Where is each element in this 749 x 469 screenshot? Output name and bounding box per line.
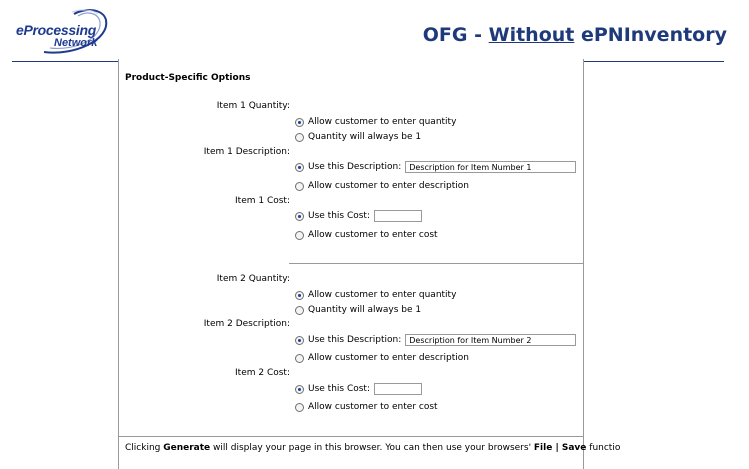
- option-label: Allow customer to enter cost: [308, 402, 438, 412]
- footer-text: functio: [586, 443, 621, 453]
- item2-quantity-allow-option[interactable]: [295, 290, 456, 300]
- option-label: Allow customer to enter quantity: [308, 117, 457, 127]
- logo-text-eprocessing: eProcessing: [16, 22, 96, 38]
- item1-use-description-option[interactable]: [295, 161, 576, 173]
- radio-unselected-icon[interactable]: [295, 306, 304, 315]
- option-label: Use this Description:: [308, 335, 402, 345]
- item2-use-cost-option[interactable]: [295, 383, 422, 395]
- title-emphasis: Without: [488, 24, 575, 46]
- item1-quantity-label: Item 1 Quantity:: [216, 101, 290, 111]
- footer-text: will display your page in this browser. You can then use your browsers': [210, 443, 534, 453]
- options-panel: [118, 59, 621, 469]
- generate-keyword: Generate: [163, 443, 211, 453]
- file-save-keyword: File | Save: [533, 443, 587, 453]
- radio-selected-icon[interactable]: [295, 163, 304, 172]
- option-label: Use this Cost:: [308, 211, 370, 221]
- radio-unselected-icon[interactable]: [295, 133, 304, 142]
- item1-use-cost-option[interactable]: [295, 210, 422, 222]
- option-label: Use this Cost:: [308, 384, 370, 394]
- logo-text-network: Network: [54, 37, 98, 49]
- item1-quantity-allow-option[interactable]: [295, 117, 456, 127]
- option-label: Use this Description:: [308, 162, 402, 172]
- title-suffix: ePNInventory: [574, 24, 727, 46]
- radio-unselected-icon[interactable]: [295, 403, 304, 412]
- item2-description-label: Item 2 Description:: [203, 319, 290, 329]
- item1-cost-input[interactable]: [374, 210, 422, 222]
- option-label: Allow customer to enter quantity: [308, 290, 457, 300]
- footer-separator: [119, 436, 583, 437]
- eprocessing-network-logo: [14, 6, 114, 58]
- radio-selected-icon[interactable]: [295, 118, 304, 127]
- item1-quantity-fixed-option[interactable]: [295, 132, 421, 142]
- footer-text: Clicking: [125, 443, 164, 453]
- option-label: Allow customer to enter cost: [308, 230, 438, 240]
- title-prefix: OFG -: [422, 24, 489, 46]
- radio-selected-icon[interactable]: [295, 385, 304, 394]
- item-separator: [289, 263, 583, 264]
- item1-allow-description-option[interactable]: [295, 181, 469, 191]
- radio-unselected-icon[interactable]: [295, 231, 304, 240]
- item2-allow-cost-option[interactable]: [295, 402, 438, 412]
- option-label: Quantity will always be 1: [308, 132, 422, 142]
- item2-quantity-fixed-option[interactable]: [295, 305, 421, 315]
- item1-cost-label: Item 1 Cost:: [235, 196, 290, 206]
- item1-description-label: Item 1 Description:: [203, 147, 290, 157]
- footer-instructions: [125, 443, 621, 453]
- option-label: Quantity will always be 1: [308, 305, 422, 315]
- item2-use-description-option[interactable]: [295, 334, 576, 346]
- radio-unselected-icon[interactable]: [295, 182, 304, 191]
- radio-selected-icon[interactable]: [295, 212, 304, 221]
- page-title: [423, 24, 727, 46]
- item2-quantity-label: Item 2 Quantity:: [216, 274, 290, 284]
- radio-unselected-icon[interactable]: [295, 354, 304, 363]
- section-title: Product-Specific Options: [125, 73, 251, 83]
- item2-description-input[interactable]: [405, 334, 576, 346]
- item2-cost-input[interactable]: [374, 383, 422, 395]
- item2-allow-description-option[interactable]: [295, 353, 469, 363]
- item1-allow-cost-option[interactable]: [295, 230, 438, 240]
- item1-description-input[interactable]: [405, 161, 576, 173]
- radio-selected-icon[interactable]: [295, 291, 304, 300]
- radio-selected-icon[interactable]: [295, 336, 304, 345]
- option-label: Allow customer to enter description: [308, 353, 469, 363]
- item2-cost-label: Item 2 Cost:: [235, 368, 290, 378]
- option-label: Allow customer to enter description: [308, 181, 469, 191]
